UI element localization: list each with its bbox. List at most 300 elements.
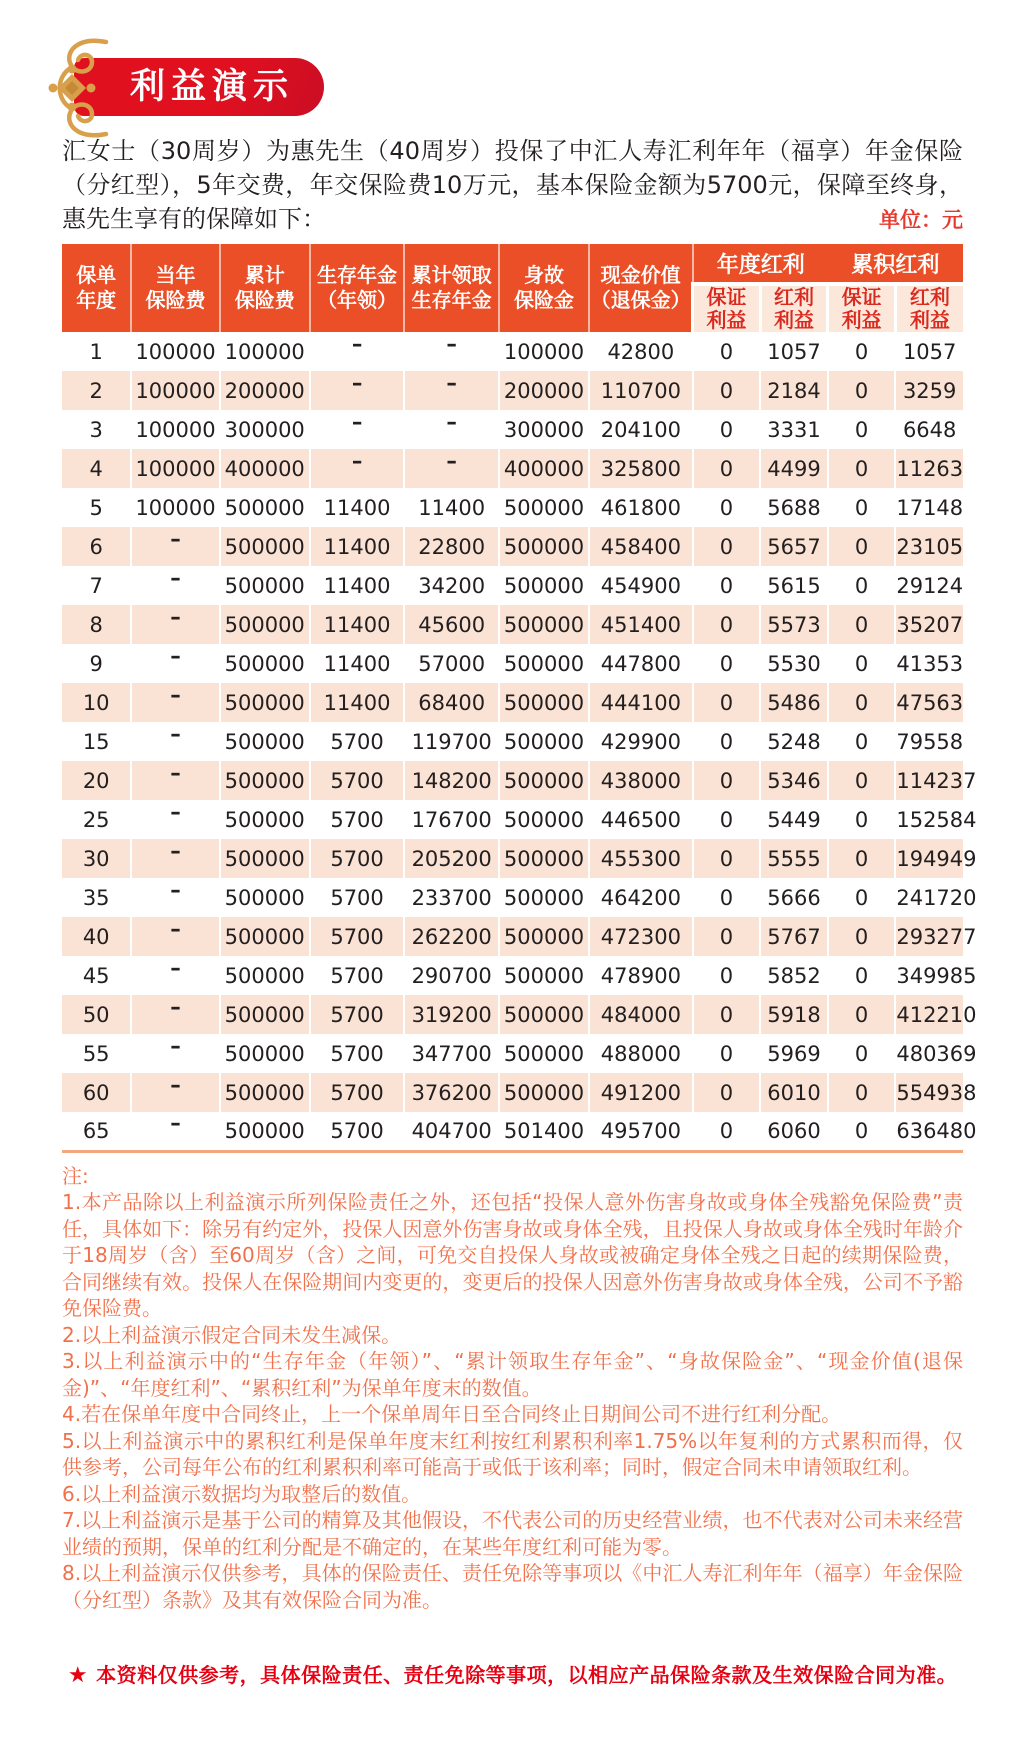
cell-survival-annuity: 5700 [310, 917, 405, 956]
cell-policy-year: 45 [62, 956, 131, 995]
cell-cumulative-premium: 500000 [220, 995, 310, 1034]
empty-dash: – [170, 916, 181, 941]
cell-survival-annuity [310, 449, 405, 488]
cell-death-benefit: 500000 [499, 839, 589, 878]
cell-policy-year: 1 [62, 332, 131, 371]
cell-annual-guaranteed: 0 [693, 488, 761, 527]
cell-cumulative-premium: 500000 [220, 917, 310, 956]
cell-annual-guaranteed: 0 [693, 1034, 761, 1073]
cell-death-benefit: 300000 [499, 410, 589, 449]
cell-cash-value: 451400 [589, 605, 693, 644]
cell-death-benefit: 500000 [499, 878, 589, 917]
cell-death-benefit: 500000 [499, 527, 589, 566]
cell-annual-dividend-benefit: 6010 [760, 1073, 828, 1112]
cell-annual-premium [131, 1112, 219, 1151]
cell-accumulated-dividend-benefit: 3259 [895, 371, 963, 410]
cell-death-benefit: 400000 [499, 449, 589, 488]
cell-cumulative-annuity: 262200 [404, 917, 499, 956]
cell-death-benefit: 500000 [499, 917, 589, 956]
cell-cumulative-premium: 500000 [220, 527, 310, 566]
table-row [62, 995, 963, 1034]
cell-accumulated-guaranteed: 0 [828, 800, 896, 839]
cell-survival-annuity: 11400 [310, 605, 405, 644]
cell-cumulative-annuity: 347700 [404, 1034, 499, 1073]
cell-cash-value: 438000 [589, 761, 693, 800]
cell-cash-value: 495700 [589, 1112, 693, 1151]
cell-annual-guaranteed: 0 [693, 605, 761, 644]
empty-dash: – [351, 448, 363, 473]
cell-accumulated-guaranteed: 0 [828, 410, 896, 449]
cell-death-benefit: 500000 [499, 956, 589, 995]
col-header-death-benefit: 身故 保险金 [499, 244, 589, 332]
footer-disclaimer [62, 1659, 963, 1688]
cell-policy-year: 50 [62, 995, 131, 1034]
cell-policy-year: 15 [62, 722, 131, 761]
cell-accumulated-dividend-benefit: 293277 [895, 917, 963, 956]
cell-policy-year: 35 [62, 878, 131, 917]
footer-text: 本资料仅供参考，具体保险责任、责任免除等事项，以相应产品保险条款及生效保险合同为准。 [96, 1663, 958, 1687]
cell-accumulated-guaranteed: 0 [828, 449, 896, 488]
cell-annual-guaranteed: 0 [693, 878, 761, 917]
empty-dash: – [446, 331, 457, 356]
cell-cumulative-premium: 500000 [220, 644, 310, 683]
cell-cash-value: 204100 [589, 410, 693, 449]
cell-policy-year: 25 [62, 800, 131, 839]
cell-death-benefit: 500000 [499, 566, 589, 605]
cell-cash-value: 444100 [589, 683, 693, 722]
cell-cumulative-annuity: 290700 [404, 956, 499, 995]
cell-cumulative-annuity [404, 410, 499, 449]
cell-survival-annuity: 5700 [310, 1073, 405, 1112]
cell-annual-dividend-benefit: 5688 [760, 488, 828, 527]
cell-survival-annuity: 11400 [310, 644, 405, 683]
cell-cash-value: 484000 [589, 995, 693, 1034]
cell-cash-value: 454900 [589, 566, 693, 605]
cell-annual-guaranteed: 0 [693, 449, 761, 488]
cell-accumulated-dividend-benefit: 480369 [896, 1041, 977, 1066]
cell-cumulative-premium: 500000 [220, 1073, 310, 1112]
cell-annual-dividend-benefit: 6060 [760, 1112, 828, 1151]
empty-dash: – [170, 1110, 181, 1135]
cell-death-benefit: 500000 [499, 605, 589, 644]
empty-dash: – [170, 721, 181, 746]
cell-policy-year: 60 [62, 1073, 131, 1112]
cell-annual-dividend-benefit: 3331 [760, 410, 828, 449]
empty-dash: – [170, 565, 181, 590]
cell-cumulative-annuity: 176700 [404, 800, 499, 839]
cell-accumulated-dividend-benefit: 152584 [896, 807, 977, 832]
cell-cash-value: 325800 [589, 449, 693, 488]
cell-cumulative-annuity: 148200 [404, 761, 499, 800]
cell-survival-annuity: 5700 [310, 995, 405, 1034]
cell-cumulative-premium: 500000 [220, 605, 310, 644]
cell-cash-value: 429900 [589, 722, 693, 761]
cell-annual-guaranteed: 0 [693, 332, 761, 371]
cell-accumulated-dividend-benefit: 636480 [896, 1118, 977, 1143]
notes-heading: 注: [62, 1163, 89, 1188]
table-row [62, 800, 963, 839]
cell-annual-premium [131, 566, 219, 605]
empty-dash: – [170, 955, 181, 980]
benefit-demo-page [0, 48, 1025, 1688]
cell-cumulative-premium: 500000 [220, 878, 310, 917]
cell-annual-premium: 100000 [131, 371, 219, 410]
note-item: 7.以上利益演示是基于公司的精算及其他假设，不代表公司的历史经营业绩，也不代表对公司未来经营业绩的预期，保单的红利分配是不确定的，在某些年度红利可能为零。 [62, 1508, 963, 1559]
cell-annual-premium [131, 878, 219, 917]
cell-cumulative-premium: 400000 [220, 449, 310, 488]
cell-annual-premium [131, 1073, 219, 1112]
empty-dash: – [170, 1072, 181, 1097]
cell-annual-premium [131, 644, 219, 683]
empty-dash: – [351, 370, 363, 395]
intro-block [62, 134, 963, 236]
table-row [62, 527, 963, 566]
cell-accumulated-dividend-benefit: 23105 [895, 527, 963, 566]
cell-annual-dividend-benefit: 5530 [760, 644, 828, 683]
cell-policy-year: 55 [62, 1034, 131, 1073]
cell-cumulative-premium: 100000 [220, 332, 310, 371]
cell-cumulative-premium: 500000 [220, 1034, 310, 1073]
cell-accumulated-guaranteed: 0 [828, 527, 896, 566]
cell-accumulated-dividend-benefit: 35207 [895, 605, 963, 644]
notes-section [62, 1163, 963, 1614]
table-row [62, 683, 963, 722]
empty-dash: – [170, 760, 181, 785]
empty-dash: – [170, 682, 181, 707]
cell-annual-premium [131, 917, 219, 956]
cell-cumulative-annuity: 45600 [404, 605, 499, 644]
cell-policy-year: 30 [62, 839, 131, 878]
cell-accumulated-guaranteed: 0 [828, 683, 896, 722]
cell-annual-guaranteed: 0 [693, 956, 761, 995]
cell-accumulated-guaranteed: 0 [828, 995, 896, 1034]
cell-annual-dividend-benefit: 5555 [760, 839, 828, 878]
cell-annual-guaranteed: 0 [693, 371, 761, 410]
cell-annual-guaranteed: 0 [693, 722, 761, 761]
cell-death-benefit: 200000 [499, 371, 589, 410]
intro-text: 汇女士（30周岁）为惠先生（40周岁）投保了中汇人寿汇利年年（福享）年金保险（分红型），5年交费，年交保险费10万元，基本保险金额为5700元，保障至终身，惠先生享有的保障如下： [62, 137, 963, 233]
cell-survival-annuity: 5700 [310, 761, 405, 800]
cell-annual-dividend-benefit: 5918 [760, 995, 828, 1034]
cell-annual-guaranteed: 0 [693, 917, 761, 956]
cell-accumulated-guaranteed: 0 [828, 722, 896, 761]
empty-dash: – [170, 643, 181, 668]
table-row [62, 332, 963, 371]
cell-cumulative-premium: 500000 [220, 800, 310, 839]
cell-policy-year: 20 [62, 761, 131, 800]
cell-annual-premium: 100000 [131, 488, 219, 527]
cell-survival-annuity: 11400 [310, 527, 405, 566]
cell-accumulated-dividend-benefit: 241720 [896, 885, 977, 910]
table-row [62, 371, 963, 410]
table-row [62, 722, 963, 761]
star-icon: ★ [67, 1663, 89, 1688]
cell-accumulated-guaranteed: 0 [828, 917, 896, 956]
cell-cumulative-premium: 500000 [220, 722, 310, 761]
cell-death-benefit: 100000 [499, 332, 589, 371]
table-row [62, 449, 963, 488]
cell-accumulated-guaranteed: 0 [828, 956, 896, 995]
empty-dash: – [170, 799, 181, 824]
cell-policy-year: 7 [62, 566, 131, 605]
cell-cumulative-premium: 500000 [220, 761, 310, 800]
cell-cumulative-annuity: 233700 [404, 878, 499, 917]
cell-cash-value: 110700 [589, 371, 693, 410]
cell-cumulative-annuity [404, 449, 499, 488]
cell-annual-guaranteed: 0 [693, 761, 761, 800]
cell-cumulative-annuity: 22800 [404, 527, 499, 566]
cell-cash-value: 464200 [589, 878, 693, 917]
col-header-annual-premium: 当年 保险费 [131, 244, 219, 332]
cell-cumulative-premium: 500000 [220, 956, 310, 995]
cell-annual-guaranteed: 0 [693, 800, 761, 839]
cell-annual-premium: 100000 [131, 449, 219, 488]
cell-annual-dividend-benefit: 5666 [760, 878, 828, 917]
cell-cumulative-premium: 500000 [220, 566, 310, 605]
table-row [62, 878, 963, 917]
cell-cumulative-premium: 500000 [220, 1112, 310, 1151]
empty-dash: – [351, 409, 363, 434]
cell-policy-year: 40 [62, 917, 131, 956]
table-row [62, 761, 963, 800]
cell-annual-dividend-benefit: 5969 [760, 1034, 828, 1073]
cell-annual-premium [131, 800, 219, 839]
cell-annual-dividend-benefit: 5657 [760, 527, 828, 566]
cell-policy-year: 2 [62, 371, 131, 410]
cell-accumulated-guaranteed: 0 [828, 332, 896, 371]
table-row [62, 605, 963, 644]
note-item: 8.以上利益演示仅供参考，具体的保险责任、责任免除等事项以《中汇人寿汇利年年（福享）年金保险（分红型）条款》及其有效保险合同为准。 [62, 1561, 963, 1612]
cell-cash-value: 42800 [589, 332, 693, 371]
cell-accumulated-dividend-benefit: 349985 [896, 963, 977, 988]
table-row [62, 839, 963, 878]
cell-policy-year: 10 [62, 683, 131, 722]
col-header-cash-value: 现金价值 （退保金） [589, 244, 693, 332]
cell-annual-premium [131, 839, 219, 878]
cell-death-benefit: 500000 [499, 800, 589, 839]
cell-survival-annuity [310, 332, 405, 371]
cell-annual-guaranteed: 0 [693, 527, 761, 566]
cell-accumulated-guaranteed: 0 [828, 1112, 896, 1151]
cell-death-benefit: 500000 [499, 1073, 589, 1112]
cell-survival-annuity: 5700 [310, 800, 405, 839]
table-row [62, 1034, 963, 1073]
cell-cumulative-annuity [404, 332, 499, 371]
empty-dash: – [170, 877, 181, 902]
cell-death-benefit: 500000 [499, 761, 589, 800]
table-body [62, 331, 977, 1151]
cell-cumulative-annuity: 205200 [404, 839, 499, 878]
table-row [62, 566, 963, 605]
note-item: 5.以上利益演示中的累积红利是保单年度末红利按红利累积利率1.75%以年复利的方式累积而得，仅供参考，公司每年公布的红利累积利率可能高于或低于该利率；同时，假定合同未申请领取红利。 [62, 1428, 963, 1479]
cell-annual-dividend-benefit: 2184 [760, 371, 828, 410]
cell-annual-guaranteed: 0 [693, 410, 761, 449]
cell-death-benefit: 500000 [499, 683, 589, 722]
cell-cumulative-annuity: 57000 [404, 644, 499, 683]
group-header-accumulated-dividend: 累积红利 [828, 244, 963, 284]
cell-accumulated-guaranteed: 0 [828, 371, 896, 410]
cell-accumulated-dividend-benefit: 47563 [895, 683, 963, 722]
cell-annual-dividend-benefit: 5767 [760, 917, 828, 956]
cell-annual-dividend-benefit: 5449 [760, 800, 828, 839]
cell-survival-annuity [310, 410, 405, 449]
cell-accumulated-guaranteed: 0 [828, 839, 896, 878]
cell-accumulated-dividend-benefit: 6648 [902, 417, 957, 442]
cell-cumulative-annuity: 119700 [404, 722, 499, 761]
empty-dash: – [170, 1033, 181, 1058]
cell-death-benefit: 500000 [499, 722, 589, 761]
cell-survival-annuity: 5700 [310, 839, 405, 878]
group-header-annual-dividend: 年度红利 [693, 244, 828, 284]
cell-annual-guaranteed: 0 [693, 1112, 761, 1151]
cell-policy-year: 6 [62, 527, 131, 566]
cell-annual-guaranteed: 0 [693, 566, 761, 605]
col-header-survival-annuity: 生存年金 （年领） [310, 244, 405, 332]
cell-annual-dividend-benefit: 5248 [760, 722, 828, 761]
cell-death-benefit: 501400 [499, 1112, 589, 1151]
cell-cash-value: 455300 [589, 839, 693, 878]
cell-annual-guaranteed: 0 [693, 644, 761, 683]
cell-survival-annuity: 5700 [310, 956, 405, 995]
gold-filigree-icon [44, 34, 136, 142]
cell-cash-value: 478900 [589, 956, 693, 995]
unit-label: 单位：元 [879, 208, 963, 232]
cell-cumulative-annuity [404, 371, 499, 410]
cell-policy-year: 5 [62, 488, 131, 527]
empty-dash: – [170, 526, 181, 551]
cell-annual-premium [131, 722, 219, 761]
cell-policy-year: 65 [62, 1112, 131, 1151]
cell-annual-dividend-benefit: 5615 [760, 566, 828, 605]
col-header-cumulative-annuity: 累计领取 生存年金 [404, 244, 499, 332]
table-row [62, 1112, 963, 1151]
col-header-policy-year: 保单 年度 [62, 244, 131, 332]
empty-dash: – [446, 409, 457, 434]
table-row [62, 488, 963, 527]
sub-header-accumulated-dividend-benefit: 红利 利益 [895, 284, 963, 332]
cell-cumulative-premium: 500000 [220, 683, 310, 722]
cell-death-benefit: 500000 [499, 644, 589, 683]
cell-survival-annuity: 11400 [310, 488, 405, 527]
cell-survival-annuity [310, 371, 405, 410]
cell-annual-premium [131, 956, 219, 995]
table-row [62, 917, 963, 956]
cell-accumulated-dividend-benefit: 17148 [896, 495, 964, 520]
cell-accumulated-dividend-benefit: 114237 [895, 761, 963, 800]
cell-accumulated-dividend-benefit: 554938 [895, 1073, 963, 1112]
cell-annual-dividend-benefit: 5486 [760, 683, 828, 722]
cell-accumulated-guaranteed: 0 [828, 605, 896, 644]
empty-dash: – [170, 994, 181, 1019]
cell-annual-dividend-benefit: 4499 [760, 449, 828, 488]
empty-dash: – [446, 370, 457, 395]
empty-dash: – [170, 838, 181, 863]
table-row [62, 410, 963, 449]
empty-dash: – [446, 448, 457, 473]
note-item: 1.本产品除以上利益演示所列保险责任之外，还包括“投保人意外伤害身故或身体全残豁免保险费”责任，具体如下：除另有约定外，投保人因意外伤害身故或身体全残，且投保人身故或身体全残时年龄介于18周岁（含）至60周岁（含）之间，可免交自投保人身故或被确定身体全残之日起的续期保险费，合同继续有效。投保人在保险期间内变更的，变更后的投保人因意外伤害身故或身体全残，公司不予豁免保险费。 [62, 1190, 963, 1320]
page-title: 利益演示 [129, 67, 294, 107]
cell-annual-dividend-benefit: 5346 [760, 761, 828, 800]
cell-accumulated-dividend-benefit: 79558 [896, 729, 964, 754]
cell-annual-premium [131, 683, 219, 722]
cell-annual-guaranteed: 0 [693, 839, 761, 878]
cell-accumulated-dividend-benefit: 194949 [895, 839, 963, 878]
cell-cumulative-premium: 300000 [220, 410, 310, 449]
cell-cumulative-annuity: 68400 [404, 683, 499, 722]
cell-policy-year: 9 [62, 644, 131, 683]
cell-accumulated-dividend-benefit: 29124 [896, 573, 964, 598]
cell-accumulated-dividend-benefit: 41353 [896, 651, 964, 676]
note-item: 6.以上利益演示数据均为取整后的数值。 [62, 1481, 422, 1506]
cell-accumulated-guaranteed: 0 [828, 566, 896, 605]
cell-policy-year: 8 [62, 605, 131, 644]
cell-annual-premium [131, 761, 219, 800]
cell-cumulative-annuity: 319200 [404, 995, 499, 1034]
cell-annual-dividend-benefit: 5573 [760, 605, 828, 644]
cell-policy-year: 4 [62, 449, 131, 488]
cell-survival-annuity: 11400 [310, 683, 405, 722]
table-head [62, 244, 963, 332]
cell-annual-dividend-benefit: 1057 [760, 332, 828, 371]
cell-annual-guaranteed: 0 [693, 683, 761, 722]
benefit-table [62, 244, 977, 1153]
cell-accumulated-dividend-benefit: 412210 [895, 995, 963, 1034]
col-header-cumulative-premium: 累计 保险费 [220, 244, 310, 332]
cell-cash-value: 446500 [589, 800, 693, 839]
cell-cash-value: 447800 [589, 644, 693, 683]
cell-annual-premium [131, 527, 219, 566]
cell-cumulative-annuity: 34200 [404, 566, 499, 605]
note-item: 2.以上利益演示假定合同未发生减保。 [62, 1322, 402, 1347]
cell-annual-guaranteed: 0 [693, 995, 761, 1034]
cell-cash-value: 458400 [589, 527, 693, 566]
cell-accumulated-dividend-benefit: 11263 [895, 449, 963, 488]
cell-survival-annuity: 11400 [310, 566, 405, 605]
masthead [62, 48, 963, 120]
cell-survival-annuity: 5700 [310, 1034, 405, 1073]
sub-header-annual-dividend-benefit: 红利 利益 [760, 284, 828, 332]
cell-survival-annuity: 5700 [310, 1112, 405, 1151]
empty-dash: – [351, 331, 363, 356]
cell-accumulated-dividend-benefit: 1057 [902, 339, 957, 364]
cell-survival-annuity: 5700 [310, 878, 405, 917]
cell-death-benefit: 500000 [499, 1034, 589, 1073]
cell-annual-premium [131, 1034, 219, 1073]
sub-header-annual-guaranteed: 保证 利益 [693, 284, 761, 332]
cell-annual-dividend-benefit: 5852 [760, 956, 828, 995]
cell-annual-premium [131, 605, 219, 644]
cell-accumulated-guaranteed: 0 [828, 488, 896, 527]
cell-cumulative-premium: 500000 [220, 839, 310, 878]
cell-accumulated-guaranteed: 0 [828, 644, 896, 683]
cell-accumulated-guaranteed: 0 [828, 761, 896, 800]
cell-cash-value: 472300 [589, 917, 693, 956]
cell-annual-premium: 100000 [131, 332, 219, 371]
note-item: 4.若在保单年度中合同终止，上一个保单周年日至合同终止日期间公司不进行红利分配。 [62, 1402, 842, 1426]
sub-header-accumulated-guaranteed: 保证 利益 [828, 284, 896, 332]
cell-cumulative-premium: 200000 [220, 371, 310, 410]
table-header-row-main [62, 244, 963, 284]
cell-annual-premium: 100000 [131, 410, 219, 449]
cell-cumulative-annuity: 404700 [404, 1112, 499, 1151]
cell-cash-value: 491200 [589, 1073, 693, 1112]
empty-dash: – [170, 604, 181, 629]
cell-cash-value: 488000 [589, 1034, 693, 1073]
cell-annual-premium [131, 995, 219, 1034]
cell-annual-guaranteed: 0 [693, 1073, 761, 1112]
cell-survival-annuity: 5700 [310, 722, 405, 761]
cell-cumulative-premium: 500000 [220, 488, 310, 527]
